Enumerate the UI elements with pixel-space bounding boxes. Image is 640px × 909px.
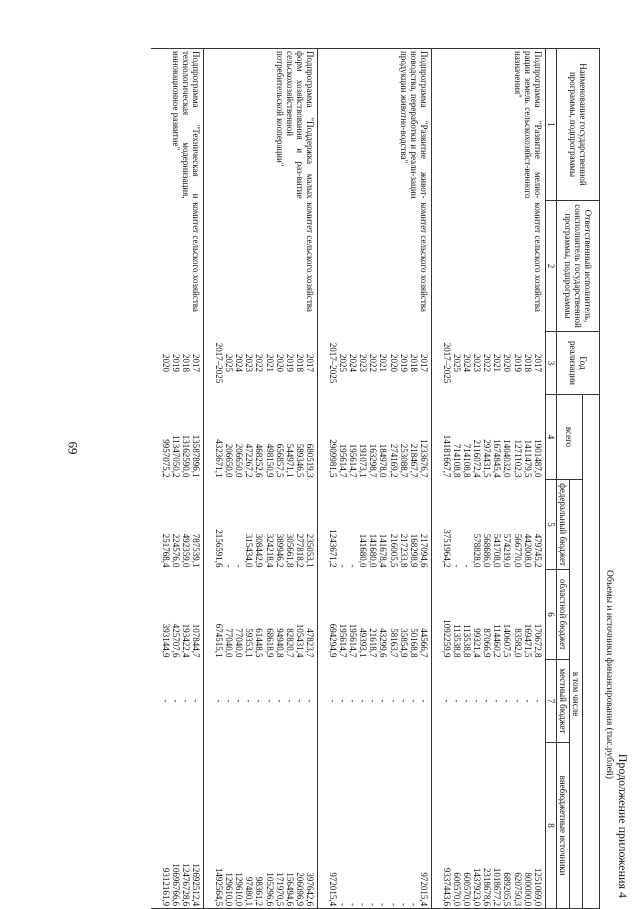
program-name: Подпрограмма "Поддержка малых форм хозяйствования и раз-витие сельскохозяйственной потребительской кооперации"	[203, 49, 317, 201]
value-line: 44566,7	[418, 628, 429, 658]
local-cell	[203, 660, 317, 743]
value-line: 43299,6	[378, 628, 389, 658]
value-line: 129610,0	[234, 872, 245, 907]
value-line: 99321,4	[472, 628, 483, 658]
value-line: -	[348, 564, 359, 568]
value-line: 68618,9	[264, 628, 275, 658]
value-line: 14181667,7	[441, 434, 452, 478]
value-line: -	[452, 564, 463, 568]
value-line: 277818,2	[294, 533, 305, 568]
regional-cell	[317, 570, 431, 660]
value-line: 2018	[408, 354, 419, 372]
value-line: 492359,0	[180, 533, 191, 568]
value-line: 1674845,4	[492, 439, 503, 478]
value-line: -	[532, 699, 543, 703]
program-rows	[151, 49, 546, 909]
header-name: Наименование государственной программы, подпрограммы	[556, 49, 599, 201]
value-line: 689205,5	[502, 872, 513, 907]
value-line: 2021	[378, 354, 389, 372]
header-including: в том числе	[569, 480, 582, 909]
value-line: -	[160, 699, 171, 703]
value-line: 2020	[502, 354, 513, 372]
value-line: -	[214, 699, 225, 703]
value-line: 274169,2	[388, 443, 399, 478]
value-line: 141678,4	[378, 533, 389, 568]
total-cell	[203, 395, 317, 480]
value-line: 216005,5	[388, 533, 399, 568]
value-line: 35854,9	[398, 628, 409, 658]
continuation-caption: Продолжение приложения 4	[616, 753, 630, 898]
value-line: 2974431,5	[482, 439, 493, 478]
value-line: 2025	[338, 354, 349, 372]
value-line: 3751964,2	[441, 529, 452, 568]
column-number: 5	[545, 480, 556, 570]
value-line: -	[304, 699, 315, 703]
value-line: 2909981,5	[327, 439, 338, 478]
year-cell	[317, 332, 431, 395]
value-line: 4323671,1	[214, 439, 225, 478]
value-line: 680519,3	[304, 443, 315, 478]
value-line: 107844,7	[190, 623, 201, 658]
value-line: 195614,7	[338, 623, 349, 658]
value-line: -	[274, 699, 285, 703]
program-row	[151, 49, 204, 909]
value-line: 21618,7	[368, 628, 379, 658]
value-line: 2021	[264, 354, 275, 372]
value-line: 49393,1	[358, 628, 369, 658]
value-line: 694294,9	[327, 623, 338, 658]
value-line: 253088,7	[398, 443, 409, 478]
year-cell	[203, 332, 317, 395]
federal-cell	[431, 480, 545, 570]
value-line: 114460,2	[492, 624, 503, 658]
value-line: -	[522, 699, 533, 703]
program-row	[317, 49, 431, 909]
value-line: 168298,9	[408, 533, 419, 568]
value-line: 77040,0	[224, 628, 235, 658]
value-line: -	[462, 564, 473, 568]
program-responsible: комитет сельского хозяйства	[317, 201, 431, 332]
value-line: -	[338, 903, 349, 907]
column-number: 1	[545, 49, 556, 201]
column-number: 8	[545, 743, 556, 909]
header-responsible: Ответственный исполнитель, соисполнитель государственной программы, подпрограммы	[556, 201, 599, 332]
value-line: 2017	[418, 354, 429, 372]
value-line: 2018	[180, 354, 191, 372]
value-line: 2023	[358, 354, 369, 372]
value-line: 324218,4	[264, 533, 275, 568]
column-number: 7	[545, 660, 556, 743]
value-line: 972015,4	[418, 872, 429, 907]
value-line: 195614,7	[348, 623, 359, 658]
value-line: 163298,7	[368, 443, 379, 478]
value-line: 50168,8	[408, 628, 419, 658]
value-line: 113538,8	[452, 624, 463, 658]
value-line: 2017	[532, 354, 543, 372]
value-line: 589346,5	[294, 443, 305, 478]
value-line: -	[190, 699, 201, 703]
value-line: 1271102,3	[512, 439, 523, 478]
value-line: 544971,1	[284, 443, 295, 478]
value-line: 600570,0	[452, 872, 463, 907]
value-line: -	[462, 699, 473, 703]
value-line: 224576,0	[170, 533, 181, 568]
value-line: 498150,9	[264, 443, 275, 478]
program-name: Подпрограмма "Развитие живот-новодства, переработки и реали-зации продукции животно-водства"	[317, 49, 431, 201]
value-line: -	[398, 903, 409, 907]
value-line: 83582,0	[512, 628, 523, 658]
value-line: 2019	[284, 354, 295, 372]
value-line: 315434,0	[244, 533, 255, 568]
value-line: 600570,0	[462, 872, 473, 907]
value-line: 972015,4	[327, 872, 338, 907]
value-line: 2116072,4	[472, 439, 483, 478]
regional-cell	[203, 570, 317, 660]
rotated-page	[32, 48, 632, 908]
column-number: 4	[545, 395, 556, 480]
extra-cell	[203, 743, 317, 909]
value-line: 12476728,6	[180, 863, 191, 907]
value-line: -	[368, 903, 379, 907]
value-line: 129610,0	[224, 872, 235, 907]
value-line: 2017–2025	[327, 342, 338, 384]
value-line: 800000,0	[522, 872, 533, 907]
value-line: -	[378, 903, 389, 907]
value-line: 2021	[492, 354, 503, 372]
header-local: местный бюджет	[556, 660, 569, 743]
value-line: -	[368, 699, 379, 703]
value-line: 191073,1	[358, 443, 369, 478]
value-line: 308442,9	[254, 533, 265, 568]
value-line: 82820,7	[284, 628, 295, 658]
value-line: 170672,8	[532, 623, 543, 658]
value-line: 425707,6	[170, 623, 181, 658]
value-line: 2023	[472, 354, 483, 372]
value-line: 217094,6	[418, 533, 429, 568]
value-line: 184978,0	[378, 443, 389, 478]
value-line: 218467,7	[408, 443, 419, 478]
value-line: -	[358, 699, 369, 703]
federal-cell	[203, 480, 317, 570]
value-line: -	[388, 903, 399, 907]
value-line: 1233676,7	[418, 439, 429, 478]
federal-cell	[317, 480, 431, 570]
value-line: 1437923,0	[472, 867, 483, 907]
value-line: 98361,2	[254, 876, 265, 907]
value-line: 141680,0	[358, 533, 369, 568]
value-line: 574219,0	[502, 533, 513, 568]
value-line: 169471,5	[522, 623, 533, 658]
local-cell	[431, 660, 545, 743]
value-line: 2017–2025	[214, 342, 225, 384]
value-line: -	[358, 903, 369, 907]
value-line: 620750,3	[512, 872, 523, 907]
total-cell	[151, 395, 204, 480]
value-line: 9337443,6	[441, 867, 452, 907]
value-line: 393144,9	[160, 623, 171, 658]
value-line: 113538,8	[462, 624, 473, 658]
value-line: 2022	[368, 354, 379, 372]
value-line: -	[452, 699, 463, 703]
value-line: -	[338, 564, 349, 568]
value-line: -	[512, 699, 523, 703]
value-line: 206650,0	[224, 443, 235, 478]
value-line: -	[408, 699, 419, 703]
value-line: 1492564,5	[214, 867, 225, 907]
value-line: 1092259,9	[441, 619, 452, 658]
value-line: 442008,0	[522, 533, 533, 568]
value-line: 12692512,4	[190, 863, 201, 907]
value-line: 468252,6	[254, 443, 265, 478]
value-line: -	[338, 699, 349, 703]
value-line: -	[348, 699, 359, 703]
value-line: 2025	[452, 354, 463, 372]
header-extra: внебюджетные источники	[556, 743, 569, 909]
value-line: 714108,8	[452, 443, 463, 478]
local-cell	[317, 660, 431, 743]
value-line: 2019	[170, 354, 181, 372]
value-line: -	[492, 699, 503, 703]
program-responsible: комитет сельского хозяйства	[151, 201, 204, 332]
value-line: 2017	[190, 354, 201, 372]
value-line: 61448,5	[254, 628, 265, 658]
value-line: 13162590,0	[180, 434, 191, 478]
value-line: 2018	[522, 354, 533, 372]
program-responsible: комитет сельского хозяйства	[203, 201, 317, 332]
regional-cell	[151, 570, 204, 660]
value-line: -	[378, 699, 389, 703]
value-line: 195614,7	[338, 443, 349, 478]
value-line: -	[224, 564, 235, 568]
value-line: 472267,2	[244, 443, 255, 478]
value-line: 9312161,9	[160, 867, 171, 907]
header-total: всего	[556, 395, 582, 480]
value-line: 105296,6	[264, 872, 275, 907]
value-line: 195614,7	[348, 443, 359, 478]
value-line: 2017–2025	[441, 342, 452, 384]
value-line: -	[441, 699, 452, 703]
value-line: -	[244, 699, 255, 703]
value-line: 1411479,5	[522, 439, 533, 478]
value-line: 193422,4	[180, 623, 191, 658]
value-line: 2020	[388, 354, 399, 372]
value-line: -	[482, 699, 493, 703]
value-line: 2019	[398, 354, 409, 372]
value-line: 94940,8	[274, 628, 285, 658]
value-line: 217233,8	[398, 533, 409, 568]
value-line: -	[254, 699, 265, 703]
value-line: 77040,0	[234, 628, 245, 658]
program-row	[431, 49, 545, 909]
local-cell	[151, 660, 204, 743]
value-line: -	[284, 699, 295, 703]
value-line: 1251069,0	[532, 867, 543, 907]
value-line: 206650,0	[234, 443, 245, 478]
value-line: -	[327, 699, 338, 703]
value-line: 13587896,1	[190, 434, 201, 478]
value-line: 2318678,6	[482, 867, 493, 907]
value-line: 1404032,0	[502, 439, 513, 478]
value-line: 251768,4	[160, 533, 171, 568]
value-line: 141680,0	[368, 533, 379, 568]
header-federal: федеральный бюджет	[556, 480, 569, 570]
value-line: 2018	[294, 354, 305, 372]
value-line: 97480,1	[244, 876, 255, 907]
units-caption: Объемы и источники финансирования (тыс.рублей)	[604, 570, 614, 779]
value-line: 58163,7	[388, 628, 399, 658]
value-line: 11347050,2	[170, 435, 181, 478]
total-cell	[431, 395, 545, 480]
value-line: 578828,0	[472, 533, 483, 568]
header-regional: областной бюджет	[556, 570, 569, 660]
year-cell	[431, 332, 545, 395]
value-line: 2019	[512, 354, 523, 372]
value-line: 674515,1	[214, 623, 225, 658]
extra-cell	[151, 743, 204, 909]
value-line: 2024	[462, 354, 473, 372]
value-line: 171970,5	[274, 872, 285, 907]
value-line: 10696766,6	[170, 863, 181, 907]
value-line: -	[224, 699, 235, 703]
value-line: -	[234, 699, 245, 703]
total-cell	[317, 395, 431, 480]
value-line: 105431,4	[294, 623, 305, 658]
value-line: 2025	[224, 354, 235, 372]
value-line: 2022	[482, 354, 493, 372]
federal-cell	[151, 480, 204, 570]
value-line: -	[180, 699, 191, 703]
value-line: 2156591,6	[214, 529, 225, 568]
value-line: 1901487,0	[532, 439, 543, 478]
value-line: -	[408, 903, 419, 907]
value-line: 2024	[234, 354, 245, 372]
value-line: 2020	[274, 354, 285, 372]
value-line: -	[294, 699, 305, 703]
value-line: -	[264, 699, 275, 703]
value-line: 656857,5	[274, 443, 285, 478]
value-line: 206096,9	[294, 872, 305, 907]
extra-cell	[431, 743, 545, 909]
program-name: Подпрограмма "Развитие мелио-рации земель сельскохозяйст-венного назначения"	[431, 49, 545, 201]
value-line: 566770,0	[512, 533, 523, 568]
value-line: 397642,6	[304, 872, 315, 907]
value-line: -	[388, 699, 399, 703]
value-line: 787539,1	[190, 533, 201, 568]
program-row	[203, 49, 317, 909]
value-line: 2023	[244, 354, 255, 372]
program-name: Подпрограмма "Техническая и технологическая модернизация, инновационное развитие"	[151, 49, 204, 201]
value-line: -	[398, 699, 409, 703]
value-line: 9957075,2	[160, 439, 171, 478]
value-line: 235053,1	[304, 533, 315, 568]
value-line: -	[472, 699, 483, 703]
page-number: 69	[65, 441, 81, 455]
value-line: -	[502, 699, 513, 703]
value-line: 2024	[348, 354, 359, 372]
value-line: -	[348, 903, 359, 907]
column-number: 6	[545, 570, 556, 660]
value-line: 479745,2	[532, 533, 543, 568]
value-line: 2020	[160, 354, 171, 372]
column-number: 2	[545, 201, 556, 332]
value-line: -	[418, 699, 429, 703]
column-number: 3	[545, 332, 556, 395]
value-line: -	[170, 699, 181, 703]
value-line: 389946,2	[274, 533, 285, 568]
value-line: 568686,0	[482, 533, 493, 568]
value-line: 87066,9	[482, 628, 493, 658]
funding-table	[151, 48, 600, 909]
program-responsible: комитет сельского хозяйства	[431, 201, 545, 332]
value-line: 2022	[254, 354, 265, 372]
header-units	[583, 395, 600, 909]
regional-cell	[431, 570, 545, 660]
value-line: 305661,8	[284, 533, 295, 568]
value-line: 140607,5	[502, 623, 513, 658]
year-cell	[151, 332, 204, 395]
value-line: 2017	[304, 354, 315, 372]
value-line: 47823,7	[304, 628, 315, 658]
value-line: 1243671,2	[327, 529, 338, 568]
extra-cell	[317, 743, 431, 909]
value-line: 59353,1	[244, 628, 255, 658]
value-line: 714108,8	[462, 443, 473, 478]
value-line: 1018677,2	[492, 867, 503, 907]
value-line: 541708,0	[492, 533, 503, 568]
header-year: Год реализации	[556, 332, 599, 395]
value-line: 156494,6	[284, 872, 295, 907]
value-line: -	[234, 564, 245, 568]
